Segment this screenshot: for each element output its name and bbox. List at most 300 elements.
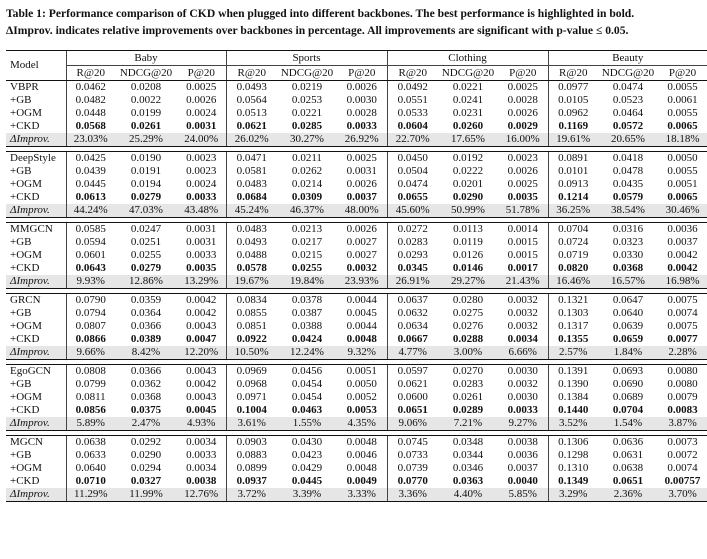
caption-label: Table 1: <box>6 7 46 20</box>
metric-value-cell: 0.0214 <box>291 178 323 190</box>
metric-value-cell: 0.0638 <box>612 462 644 474</box>
metric-value-cell: 0.0631 <box>612 449 644 461</box>
improvement-value-cell: 12.86% <box>115 275 177 289</box>
metric-value-cell: 0.0038 <box>498 436 548 450</box>
metric-value-cell: 0.0478 <box>612 165 644 177</box>
gb-row <box>6 378 707 391</box>
metric-value-cell: 0.1390 <box>548 378 598 391</box>
metric-value-cell: 0.0049 <box>346 475 377 487</box>
metric-value-cell: 0.0903 <box>226 436 277 450</box>
metric-value-cell: 0.0042 <box>667 249 698 261</box>
metric-value-cell: 0.0891 <box>548 152 598 166</box>
metric-value-cell: 0.0279 <box>130 262 162 274</box>
metric-value-cell: 0.0359 <box>115 294 177 308</box>
model-name-cell: +OGM <box>10 249 42 261</box>
metric-value-cell: 0.0022 <box>130 94 162 106</box>
model-name-cell: +GB <box>10 449 32 461</box>
metric-value-cell: 0.0292 <box>115 436 177 450</box>
metric-value-cell: 0.0065 <box>667 191 698 203</box>
metric-value-cell: 0.0418 <box>598 152 658 166</box>
metric-value-cell: 0.0194 <box>130 178 162 190</box>
metric-value-cell: 0.0215 <box>291 249 323 261</box>
improvement-row <box>6 133 707 147</box>
metric-value-cell: 0.0856 <box>66 404 115 417</box>
metric-value-cell: 0.0050 <box>658 152 707 166</box>
table-body <box>6 51 707 502</box>
model-name-cell: +GB <box>10 307 32 319</box>
metric-value-cell: 0.0261 <box>452 391 484 403</box>
metric-value-cell: 0.0922 <box>226 333 277 346</box>
improvement-row <box>6 275 707 289</box>
metric-value-cell: 0.0038 <box>186 475 217 487</box>
metric-header: NDCG@20 <box>115 66 177 81</box>
metric-value-cell: 0.0272 <box>387 223 438 237</box>
improvement-value-cell: 36.25% <box>548 204 598 218</box>
metric-value-cell: 0.0026 <box>507 165 538 177</box>
metric-value-cell: 0.0454 <box>291 391 323 403</box>
metric-value-cell: 0.1303 <box>548 307 598 320</box>
model-name-cell: +CKD <box>10 404 40 416</box>
metric-value-cell: 0.0533 <box>387 107 438 120</box>
caption-text: Performance comparison of CKD when plugged into different backbones. The best performance is highlighted in bold. <box>45 7 635 20</box>
metric-header: P@20 <box>498 66 548 81</box>
metric-value-cell: 0.0462 <box>66 81 115 95</box>
improvement-value-cell: 51.78% <box>498 204 548 218</box>
metric-value-cell: 0.0028 <box>346 107 377 119</box>
metric-value-cell: 0.0913 <box>548 178 598 191</box>
improvement-value-cell: 12.24% <box>277 346 337 360</box>
backbone-row <box>6 81 707 95</box>
metric-value-cell: 0.0745 <box>387 436 438 450</box>
ogm-row <box>6 178 707 191</box>
metric-value-cell: 0.0024 <box>186 107 217 119</box>
metric-value-cell: 0.0033 <box>186 249 217 261</box>
metric-value-cell: 0.0027 <box>346 236 377 248</box>
model-name-cell: DeepStyle <box>6 152 66 166</box>
metric-value-cell: 0.0655 <box>387 191 438 204</box>
metric-value-cell: 0.0119 <box>453 236 483 248</box>
metric-value-cell: 0.0033 <box>186 449 217 461</box>
gb-row <box>6 165 707 178</box>
group-header-beauty: Beauty <box>548 51 707 66</box>
backbone-row <box>6 223 707 237</box>
metric-value-cell: 0.0770 <box>387 475 438 488</box>
metric-value-cell: 0.0025 <box>337 152 387 166</box>
metric-value-cell: 0.0030 <box>498 365 548 379</box>
metric-value-cell: 0.0029 <box>507 120 538 132</box>
model-name-cell: EgoGCN <box>6 365 66 379</box>
metric-value-cell: 0.0075 <box>658 294 707 308</box>
improvement-value-cell: 30.46% <box>658 204 707 218</box>
group-header-clothing: Clothing <box>387 51 548 66</box>
metric-value-cell: 0.0065 <box>667 120 698 132</box>
metric-header: R@20 <box>548 66 598 81</box>
model-name-cell: MMGCN <box>6 223 66 237</box>
metric-value-cell: 0.0289 <box>452 404 484 416</box>
metric-value-cell: 0.0637 <box>387 294 438 308</box>
metric-value-cell: 0.0387 <box>291 307 323 319</box>
metric-value-cell: 0.0309 <box>291 191 323 203</box>
ckd-row <box>6 404 707 417</box>
metric-value-cell: 0.0222 <box>452 165 484 177</box>
metric-value-cell: 0.0043 <box>186 320 217 332</box>
metric-value-cell: 0.0366 <box>130 320 162 332</box>
metric-value-cell: 0.0275 <box>452 307 484 319</box>
model-name-cell: VBPR <box>6 81 66 95</box>
metric-value-cell: 0.0241 <box>452 94 484 106</box>
model-name-cell: +CKD <box>10 120 40 132</box>
group-header-sports: Sports <box>226 51 387 66</box>
metric-value-cell: 0.0977 <box>548 81 598 95</box>
metric-value-cell: 0.0037 <box>346 191 377 203</box>
backbone-row <box>6 294 707 308</box>
improvement-value-cell: 9.66% <box>66 346 115 360</box>
metric-value-cell: 0.0199 <box>130 107 162 119</box>
improvement-value-cell: 3.39% <box>277 488 337 502</box>
metric-value-cell: 0.0024 <box>186 178 217 190</box>
metric-value-cell: 0.0632 <box>387 307 438 320</box>
improvement-value-cell: 18.18% <box>658 133 707 147</box>
metric-header: R@20 <box>66 66 115 81</box>
metric-value-cell: 0.0044 <box>337 294 387 308</box>
metric-value-cell: 0.0363 <box>452 475 484 487</box>
model-name-cell: +GB <box>10 165 32 177</box>
gb-row <box>6 449 707 462</box>
metric-value-cell: 0.0043 <box>177 365 226 379</box>
metric-value-cell: 0.0693 <box>598 365 658 379</box>
metric-value-cell: 0.0597 <box>387 365 438 379</box>
metric-value-cell: 0.0015 <box>507 249 538 261</box>
ogm-row <box>6 462 707 475</box>
metric-value-cell: 0.0050 <box>346 378 377 390</box>
metric-value-cell: 0.0513 <box>226 107 277 120</box>
metric-value-cell: 0.0033 <box>507 404 538 416</box>
metric-value-cell: 0.0074 <box>667 462 698 474</box>
metric-value-cell: 0.0482 <box>66 94 115 107</box>
metric-value-cell: 0.0042 <box>667 262 698 274</box>
metric-value-cell: 0.0290 <box>130 449 162 461</box>
metric-value-cell: 0.0651 <box>387 404 438 417</box>
metric-value-cell: 0.0820 <box>548 262 598 275</box>
metric-value-cell: 0.0572 <box>612 120 644 132</box>
metric-value-cell: 0.0048 <box>337 436 387 450</box>
metric-value-cell: 0.0031 <box>186 236 217 248</box>
backbone-row <box>6 436 707 450</box>
improvement-value-cell: 16.00% <box>498 133 548 147</box>
metric-value-cell: 0.0219 <box>277 81 337 95</box>
metric-value-cell: 0.0899 <box>226 462 277 475</box>
metric-value-cell: 0.0253 <box>291 94 323 106</box>
metric-value-cell: 0.0621 <box>387 378 438 391</box>
metric-value-cell: 0.0445 <box>66 178 115 191</box>
metric-value-cell: 0.0971 <box>226 391 277 404</box>
metric-value-cell: 0.0388 <box>291 320 323 332</box>
metric-value-cell: 0.0255 <box>130 249 162 261</box>
metric-value-cell: 0.0053 <box>346 404 377 416</box>
metric-value-cell: 0.1306 <box>548 436 598 450</box>
improvement-value-cell: 6.66% <box>498 346 548 360</box>
improvement-value-cell: 26.92% <box>337 133 387 147</box>
metric-value-cell: 0.0483 <box>226 223 277 237</box>
metric-value-cell: 0.0031 <box>346 165 377 177</box>
metric-value-cell: 0.0579 <box>612 191 644 203</box>
metric-value-cell: 0.0015 <box>507 236 538 248</box>
improvement-value-cell: 9.93% <box>66 275 115 289</box>
improvement-value-cell: 9.06% <box>387 417 438 431</box>
metric-value-cell: 0.0048 <box>346 462 377 474</box>
metric-value-cell: 0.1440 <box>548 404 598 417</box>
improvement-row <box>6 417 707 431</box>
improvement-value-cell: 8.42% <box>115 346 177 360</box>
metric-value-cell: 0.0283 <box>452 378 484 390</box>
metric-value-cell: 0.0113 <box>438 223 498 237</box>
improvement-value-cell: 1.84% <box>598 346 658 360</box>
metric-value-cell: 0.0445 <box>291 475 323 487</box>
metric-value-cell: 0.0327 <box>130 475 162 487</box>
metric-value-cell: 0.0146 <box>452 262 484 274</box>
improvement-label-cell: ΔImprov. <box>6 417 66 431</box>
metric-value-cell: 0.0613 <box>66 191 115 204</box>
metric-value-cell: 0.0042 <box>186 378 217 390</box>
metric-value-cell: 0.0633 <box>66 449 115 462</box>
metric-value-cell: 0.1391 <box>548 365 598 379</box>
metric-value-cell: 0.0323 <box>612 236 644 248</box>
model-name-cell: +OGM <box>10 462 42 474</box>
improvement-value-cell: 20.65% <box>598 133 658 147</box>
metric-value-cell: 0.0030 <box>346 94 377 106</box>
metric-value-cell: 0.0568 <box>66 120 115 133</box>
metric-value-cell: 0.1298 <box>548 449 598 462</box>
metric-value-cell: 0.1169 <box>548 120 598 133</box>
improvement-label-cell: ΔImprov. <box>6 133 66 147</box>
improvement-value-cell: 2.28% <box>658 346 707 360</box>
improvement-value-cell: 12.76% <box>177 488 226 502</box>
metric-value-cell: 0.0811 <box>66 391 115 404</box>
metric-value-cell: 0.0448 <box>66 107 115 120</box>
metric-value-cell: 0.0047 <box>186 333 217 345</box>
model-name-cell: +OGM <box>10 107 42 119</box>
metric-value-cell: 0.0464 <box>612 107 644 119</box>
metric-value-cell: 0.0211 <box>277 152 337 166</box>
metric-value-cell: 0.1004 <box>226 404 277 417</box>
metric-header: P@20 <box>177 66 226 81</box>
metric-value-cell: 0.0962 <box>548 107 598 120</box>
ogm-row <box>6 320 707 333</box>
metric-value-cell: 0.0368 <box>612 262 644 274</box>
improvement-value-cell: 48.00% <box>337 204 387 218</box>
metric-value-cell: 0.0285 <box>291 120 323 132</box>
metric-value-cell: 0.0231 <box>452 107 484 119</box>
ckd-row <box>6 191 707 204</box>
ckd-row <box>6 333 707 346</box>
improvement-value-cell: 45.60% <box>387 204 438 218</box>
metric-value-cell: 0.0276 <box>452 320 484 332</box>
metric-value-cell: 0.0578 <box>226 262 277 275</box>
metric-value-cell: 0.0643 <box>66 262 115 275</box>
metric-value-cell: 0.0043 <box>186 391 217 403</box>
metric-value-cell: 0.0080 <box>667 378 698 390</box>
metric-value-cell: 0.0083 <box>667 404 698 416</box>
improvement-value-cell: 5.89% <box>66 417 115 431</box>
improvement-value-cell: 43.48% <box>177 204 226 218</box>
metric-value-cell: 0.0366 <box>115 365 177 379</box>
metric-value-cell: 0.0471 <box>226 152 277 166</box>
metric-value-cell: 0.0807 <box>66 320 115 333</box>
metric-value-cell: 0.0378 <box>277 294 337 308</box>
metric-value-cell: 0.0330 <box>612 249 644 261</box>
metric-value-cell: 0.0364 <box>130 307 162 319</box>
improvement-value-cell: 3.52% <box>548 417 598 431</box>
metric-value-cell: 0.0600 <box>387 391 438 404</box>
metric-value-cell: 0.0719 <box>548 249 598 262</box>
metric-value-cell: 0.0044 <box>346 320 377 332</box>
metric-value-cell: 0.0037 <box>507 462 538 474</box>
metric-value-cell: 0.0036 <box>658 223 707 237</box>
metric-value-cell: 0.0639 <box>612 320 644 332</box>
metric-value-cell: 0.0046 <box>346 449 377 461</box>
metric-value-cell: 0.0621 <box>226 120 277 133</box>
metric-value-cell: 0.0048 <box>346 333 377 345</box>
metric-value-cell: 0.0080 <box>658 365 707 379</box>
ogm-row <box>6 107 707 120</box>
metric-value-cell: 0.0684 <box>226 191 277 204</box>
gb-row <box>6 236 707 249</box>
metric-value-cell: 0.0937 <box>226 475 277 488</box>
metric-value-cell: 0.0492 <box>387 81 438 95</box>
metric-value-cell: 0.0026 <box>186 94 217 106</box>
metric-value-cell: 0.0456 <box>277 365 337 379</box>
metric-value-cell: 0.0036 <box>507 449 538 461</box>
backbone-row <box>6 365 707 379</box>
improvement-label-cell: ΔImprov. <box>6 275 66 289</box>
metric-value-cell: 0.0279 <box>130 191 162 203</box>
backbone-row <box>6 152 707 166</box>
metric-value-cell: 0.0032 <box>507 307 538 319</box>
metric-value-cell: 0.1317 <box>548 320 598 333</box>
metric-value-cell: 0.0026 <box>337 223 387 237</box>
metric-value-cell: 0.0601 <box>66 249 115 262</box>
improvement-value-cell: 3.36% <box>387 488 438 502</box>
model-name-cell: +CKD <box>10 333 40 345</box>
improvement-value-cell: 3.70% <box>658 488 707 502</box>
improvement-value-cell: 19.61% <box>548 133 598 147</box>
metric-header: P@20 <box>658 66 707 81</box>
metric-value-cell: 0.0260 <box>452 120 484 132</box>
improvement-value-cell: 2.47% <box>115 417 177 431</box>
metric-value-cell: 0.0270 <box>438 365 498 379</box>
model-name-cell: +OGM <box>10 178 42 190</box>
table-caption <box>6 6 686 39</box>
model-header: Model <box>6 51 66 81</box>
metric-value-cell: 0.0704 <box>548 223 598 237</box>
improvement-value-cell: 17.65% <box>438 133 498 147</box>
improvement-value-cell: 3.00% <box>438 346 498 360</box>
metric-value-cell: 0.0040 <box>507 475 538 487</box>
metric-value-cell: 0.0072 <box>667 449 698 461</box>
ogm-row <box>6 391 707 404</box>
metric-value-cell: 0.0045 <box>186 404 217 416</box>
metric-value-cell: 0.0217 <box>291 236 323 248</box>
metric-value-cell: 0.0523 <box>612 94 644 106</box>
metric-value-cell: 0.0883 <box>226 449 277 462</box>
metric-value-cell: 0.0051 <box>667 178 698 190</box>
metric-value-cell: 0.0014 <box>498 223 548 237</box>
metric-header: R@20 <box>226 66 277 81</box>
metric-value-cell: 0.0079 <box>667 391 698 403</box>
metric-header-row <box>6 66 707 81</box>
ogm-row <box>6 249 707 262</box>
metric-value-cell: 0.0251 <box>130 236 162 248</box>
metric-value-cell: 0.1355 <box>548 333 598 346</box>
improvement-value-cell: 3.33% <box>337 488 387 502</box>
metric-value-cell: 0.0073 <box>658 436 707 450</box>
metric-value-cell: 0.0594 <box>66 236 115 249</box>
improvement-value-cell: 23.93% <box>337 275 387 289</box>
metric-value-cell: 0.0430 <box>277 436 337 450</box>
metric-value-cell: 0.0808 <box>66 365 115 379</box>
metric-value-cell: 0.0035 <box>186 262 217 274</box>
gb-row <box>6 94 707 107</box>
improvement-label-cell: ΔImprov. <box>6 346 66 360</box>
metric-value-cell: 0.0739 <box>387 462 438 475</box>
metric-value-cell: 0.0055 <box>667 107 698 119</box>
metric-header: NDCG@20 <box>438 66 498 81</box>
metric-value-cell: 0.0032 <box>507 320 538 332</box>
metric-value-cell: 0.0689 <box>612 391 644 403</box>
metric-value-cell: 0.0439 <box>66 165 115 178</box>
metric-value-cell: 0.0025 <box>507 178 538 190</box>
metric-value-cell: 0.0368 <box>130 391 162 403</box>
metric-value-cell: 0.0345 <box>387 262 438 275</box>
metric-header: R@20 <box>387 66 438 81</box>
metric-value-cell: 0.0025 <box>498 81 548 95</box>
improvement-value-cell: 30.27% <box>277 133 337 147</box>
improvement-value-cell: 1.55% <box>277 417 337 431</box>
metric-value-cell: 0.0075 <box>667 320 698 332</box>
metric-value-cell: 0.0474 <box>598 81 658 95</box>
metric-value-cell: 0.0483 <box>226 178 277 191</box>
metric-value-cell: 0.0191 <box>130 165 162 177</box>
metric-value-cell: 0.0034 <box>186 462 217 474</box>
metric-value-cell: 0.0344 <box>452 449 484 461</box>
metric-value-cell: 0.0346 <box>452 462 484 474</box>
metric-value-cell: 0.0429 <box>291 462 323 474</box>
model-name-cell: +CKD <box>10 262 40 274</box>
metric-value-cell: 0.00757 <box>664 475 701 487</box>
improvement-value-cell: 11.29% <box>66 488 115 502</box>
improvement-value-cell: 11.99% <box>115 488 177 502</box>
metric-value-cell: 0.0023 <box>177 152 226 166</box>
improvement-value-cell: 21.43% <box>498 275 548 289</box>
metric-value-cell: 0.0201 <box>452 178 484 190</box>
performance-table <box>6 50 707 502</box>
metric-value-cell: 0.0634 <box>387 320 438 333</box>
metric-value-cell: 0.0028 <box>507 94 538 106</box>
improvement-value-cell: 23.03% <box>66 133 115 147</box>
metric-value-cell: 0.0474 <box>387 178 438 191</box>
improvement-value-cell: 3.61% <box>226 417 277 431</box>
metric-value-cell: 0.0581 <box>226 165 277 178</box>
metric-value-cell: 0.0651 <box>612 475 644 487</box>
ckd-row <box>6 262 707 275</box>
improvement-value-cell: 26.02% <box>226 133 277 147</box>
model-name-cell: +CKD <box>10 475 40 487</box>
model-name-cell: GRCN <box>6 294 66 308</box>
metric-value-cell: 0.0288 <box>452 333 484 345</box>
improvement-value-cell: 16.57% <box>598 275 658 289</box>
improvement-value-cell: 12.20% <box>177 346 226 360</box>
metric-value-cell: 0.0866 <box>66 333 115 346</box>
